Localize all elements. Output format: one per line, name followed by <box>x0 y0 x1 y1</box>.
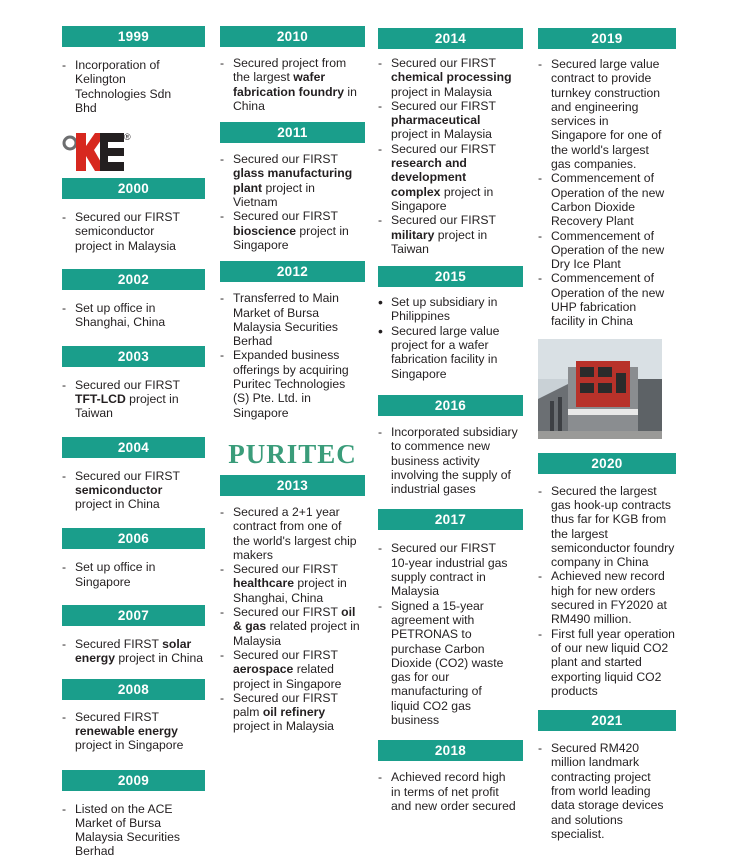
year-header: 2018 <box>378 740 523 761</box>
milestone-text: Achieved record high in terms of net profit and new order secured <box>391 770 516 813</box>
milestone-item <box>378 425 518 496</box>
milestone-item <box>220 562 360 605</box>
milestone-text: project in Singapore <box>391 184 494 213</box>
milestone-text: Secured our FIRST <box>233 605 342 620</box>
milestone-text: Secured our FIRST <box>75 468 180 483</box>
milestone-text: Secured the largest gas hook-up contracts thus far for KGB from the largest semiconductor foundry company in China <box>551 483 675 570</box>
milestone-list <box>62 301 187 330</box>
milestone-text: Commencement of Operation of the new UHP fabrication facility in China <box>551 271 665 329</box>
milestone-item <box>62 560 172 589</box>
milestone-text: Secured our FIRST <box>233 152 338 167</box>
milestone-item <box>538 569 676 626</box>
milestone-item <box>378 324 511 381</box>
milestone-highlight: bioscience <box>233 223 296 238</box>
milestone-item <box>220 348 355 419</box>
year-header: 2006 <box>62 528 205 549</box>
building-photo-icon <box>538 339 662 439</box>
milestone-text: project in Taiwan <box>391 227 488 256</box>
milestone-item <box>538 484 676 570</box>
milestone-text: Set up office in Shanghai, China <box>75 301 166 330</box>
milestone-item <box>378 213 518 256</box>
milestone-item <box>378 770 518 813</box>
milestone-text: related project in Singapore <box>233 662 342 691</box>
milestone-list <box>378 295 511 381</box>
milestone-item <box>538 741 676 841</box>
milestone-text: Transferred to Main Market of Bursa Malaysia Securities Berhad <box>233 291 339 349</box>
year-header: 2016 <box>378 395 523 416</box>
milestone-highlight: military <box>391 227 435 242</box>
milestone-item <box>538 171 666 228</box>
milestone-highlight: semiconductor <box>75 482 163 497</box>
milestone-list <box>62 469 192 512</box>
year-header: 2010 <box>220 26 365 47</box>
milestone-text: related project in Malaysia <box>233 619 360 648</box>
milestone-item <box>62 301 187 330</box>
milestone-list <box>62 378 190 421</box>
milestone-item <box>220 152 360 209</box>
milestone-item <box>62 210 187 253</box>
milestone-list <box>220 56 360 113</box>
milestone-text: Secured FIRST <box>75 637 163 652</box>
milestone-list <box>220 291 355 420</box>
milestone-text: Secured large value contract to provide turnkey construction and engineering services in Singapore for one of the world's largest gas companies. <box>551 57 662 172</box>
year-header: 2020 <box>538 453 676 474</box>
milestone-text: project in Malaysia <box>391 84 492 99</box>
milestone-list <box>538 741 676 841</box>
milestone-list <box>378 56 518 256</box>
milestone-text: Secured our FIRST <box>391 213 496 228</box>
milestone-highlight: oil refinery <box>262 705 326 720</box>
milestone-text: project in Taiwan <box>75 391 179 421</box>
milestone-item <box>378 541 513 598</box>
timeline-column-3 <box>378 28 523 813</box>
milestone-list <box>538 57 666 329</box>
milestone-item <box>220 291 355 348</box>
milestone-item <box>62 469 192 512</box>
registered-mark: ® <box>124 132 131 143</box>
milestone-list <box>538 484 676 698</box>
milestone-item <box>62 710 192 753</box>
milestone-text: Secured project from the largest <box>233 56 347 85</box>
milestone-text: Secured FIRST <box>75 709 159 724</box>
year-header: 2002 <box>62 269 205 290</box>
milestone-text: Secured RM420 million landmark contracting project from world leading data storage devices and solutions specialist. <box>551 741 664 841</box>
milestone-list <box>62 560 172 589</box>
milestone-item <box>538 57 666 171</box>
milestone-item <box>538 229 666 272</box>
milestone-list <box>378 541 513 727</box>
milestone-item <box>378 599 513 728</box>
milestone-text: Commencement of Operation of the new Dry Ice Plant <box>551 228 665 272</box>
year-header: 2019 <box>538 28 676 49</box>
year-header: 2012 <box>220 261 365 282</box>
milestone-item <box>220 56 360 113</box>
milestone-item <box>62 378 190 421</box>
milestone-text: project in Vietnam <box>233 180 315 210</box>
kelington-logo <box>62 129 132 175</box>
milestone-text: Secured our FIRST semiconductor project in Malaysia <box>75 210 180 253</box>
milestone-list <box>220 505 360 734</box>
milestone-item <box>220 505 360 562</box>
milestone-text: Listed on the ACE Market of Bursa Malaysia Securities Berhad <box>75 801 180 859</box>
milestone-item <box>220 691 360 734</box>
year-header: 2008 <box>62 679 205 700</box>
milestone-text: Set up subsidiary in Philippines <box>391 295 498 324</box>
milestone-text: Commencement of Operation of the new Carbon Dioxide Recovery Plant <box>551 171 665 229</box>
year-header: 2004 <box>62 437 205 458</box>
milestone-text: Secured our FIRST <box>391 98 496 113</box>
milestone-highlight: wafer fabrication foundry <box>233 70 345 99</box>
milestone-highlight: solar energy <box>75 637 192 666</box>
puritec-logo: PURITEC <box>228 438 357 469</box>
milestone-item <box>378 99 518 142</box>
milestone-item <box>62 802 180 859</box>
milestone-list <box>220 152 360 252</box>
milestone-highlight: pharmaceutical <box>391 113 481 128</box>
year-header: 2009 <box>62 770 205 791</box>
milestone-list <box>62 637 205 666</box>
milestone-text: Secured our FIRST <box>233 562 338 577</box>
milestone-highlight: glass manufacturing plant <box>233 166 353 195</box>
milestone-text: project in China <box>75 497 160 512</box>
year-header: 2011 <box>220 122 365 143</box>
facility-photo <box>538 339 662 439</box>
timeline-column-2 <box>220 26 365 734</box>
year-header: 2017 <box>378 509 523 530</box>
timeline-column-1 <box>62 26 205 859</box>
ke-logo-icon <box>62 129 132 175</box>
milestone-text: Secured our FIRST 10-year industrial gas supply contract in Malaysia <box>391 541 508 599</box>
milestone-text: Set up office in Singapore <box>75 560 156 589</box>
milestone-text: Secured our FIRST palm <box>233 690 338 720</box>
milestone-highlight: oil & gas <box>233 605 356 634</box>
milestone-text: Secured a 2+1 year contract from one of the world's largest chip makers <box>233 504 357 562</box>
milestone-text: Secured our FIRST <box>391 141 496 156</box>
milestone-text: project in Malaysia <box>391 127 492 142</box>
milestone-text: project in Singapore <box>75 738 184 753</box>
milestone-highlight: chemical processing <box>391 70 512 85</box>
milestone-text: project in Singapore <box>233 223 349 252</box>
milestone-list <box>62 210 187 253</box>
milestone-text: Incorporated subsidiary to commence new business activity involving the supply of industrial gases <box>391 424 518 497</box>
year-header: 2015 <box>378 266 523 287</box>
milestone-item <box>220 605 360 648</box>
milestone-text: in China <box>233 84 357 113</box>
milestone-highlight: renewable energy <box>75 723 178 738</box>
year-header: 2007 <box>62 605 205 626</box>
milestone-text: Secured our FIRST <box>75 377 180 392</box>
milestone-item <box>220 648 360 691</box>
milestone-item <box>62 58 182 115</box>
milestone-list <box>62 802 180 859</box>
milestone-list <box>378 425 518 496</box>
year-header: 2014 <box>378 28 523 49</box>
milestone-list <box>62 710 192 753</box>
milestone-text: project in Malaysia <box>233 719 334 734</box>
year-header: 2003 <box>62 346 205 367</box>
milestone-text: Secured our FIRST <box>233 209 338 224</box>
milestone-highlight: research and development complex <box>391 156 467 199</box>
milestone-text: Secured large value project for a wafer fabrication facility in Singapore <box>391 323 500 381</box>
milestone-item <box>220 209 360 252</box>
milestone-highlight: aerospace <box>233 662 294 677</box>
milestone-text: Signed a 15-year agreement with PETRONAS to purchase Carbon Dioxide (CO2) waste gas for our manufacturing of liquid CO2 gas business <box>391 598 504 727</box>
year-header: 1999 <box>62 26 205 47</box>
year-header: 2013 <box>220 475 365 496</box>
milestone-text: Achieved new record high for new orders secured in FY2020 at RM490 million. <box>551 569 667 627</box>
milestone-item <box>378 295 511 324</box>
milestone-list <box>378 770 518 813</box>
milestone-text: First full year operation of our new liquid CO2 plant and started exporting liquid CO2 products <box>551 626 675 698</box>
milestone-text: Secured our FIRST <box>233 647 338 662</box>
milestone-highlight: healthcare <box>233 576 294 591</box>
milestone-item <box>538 627 676 698</box>
milestone-item <box>378 56 518 99</box>
milestone-item <box>378 142 518 213</box>
milestone-text: project in China <box>114 651 204 666</box>
milestone-item <box>538 271 666 328</box>
year-header: 2021 <box>538 710 676 731</box>
milestone-text: Incorporation of Kelington Technologies Sdn Bhd <box>75 58 172 115</box>
milestone-item <box>62 637 205 666</box>
milestone-text: Expanded business offerings by acquiring Puritec Technologies (S) Pte. Ltd. in Singapore <box>233 348 349 420</box>
year-header: 2000 <box>62 178 205 199</box>
timeline-column-4 <box>538 28 676 841</box>
milestone-text: Secured our FIRST <box>391 56 496 70</box>
milestone-list <box>62 58 182 115</box>
milestone-text: project in Shanghai, China <box>233 576 347 605</box>
milestone-highlight: TFT-LCD <box>75 391 126 406</box>
